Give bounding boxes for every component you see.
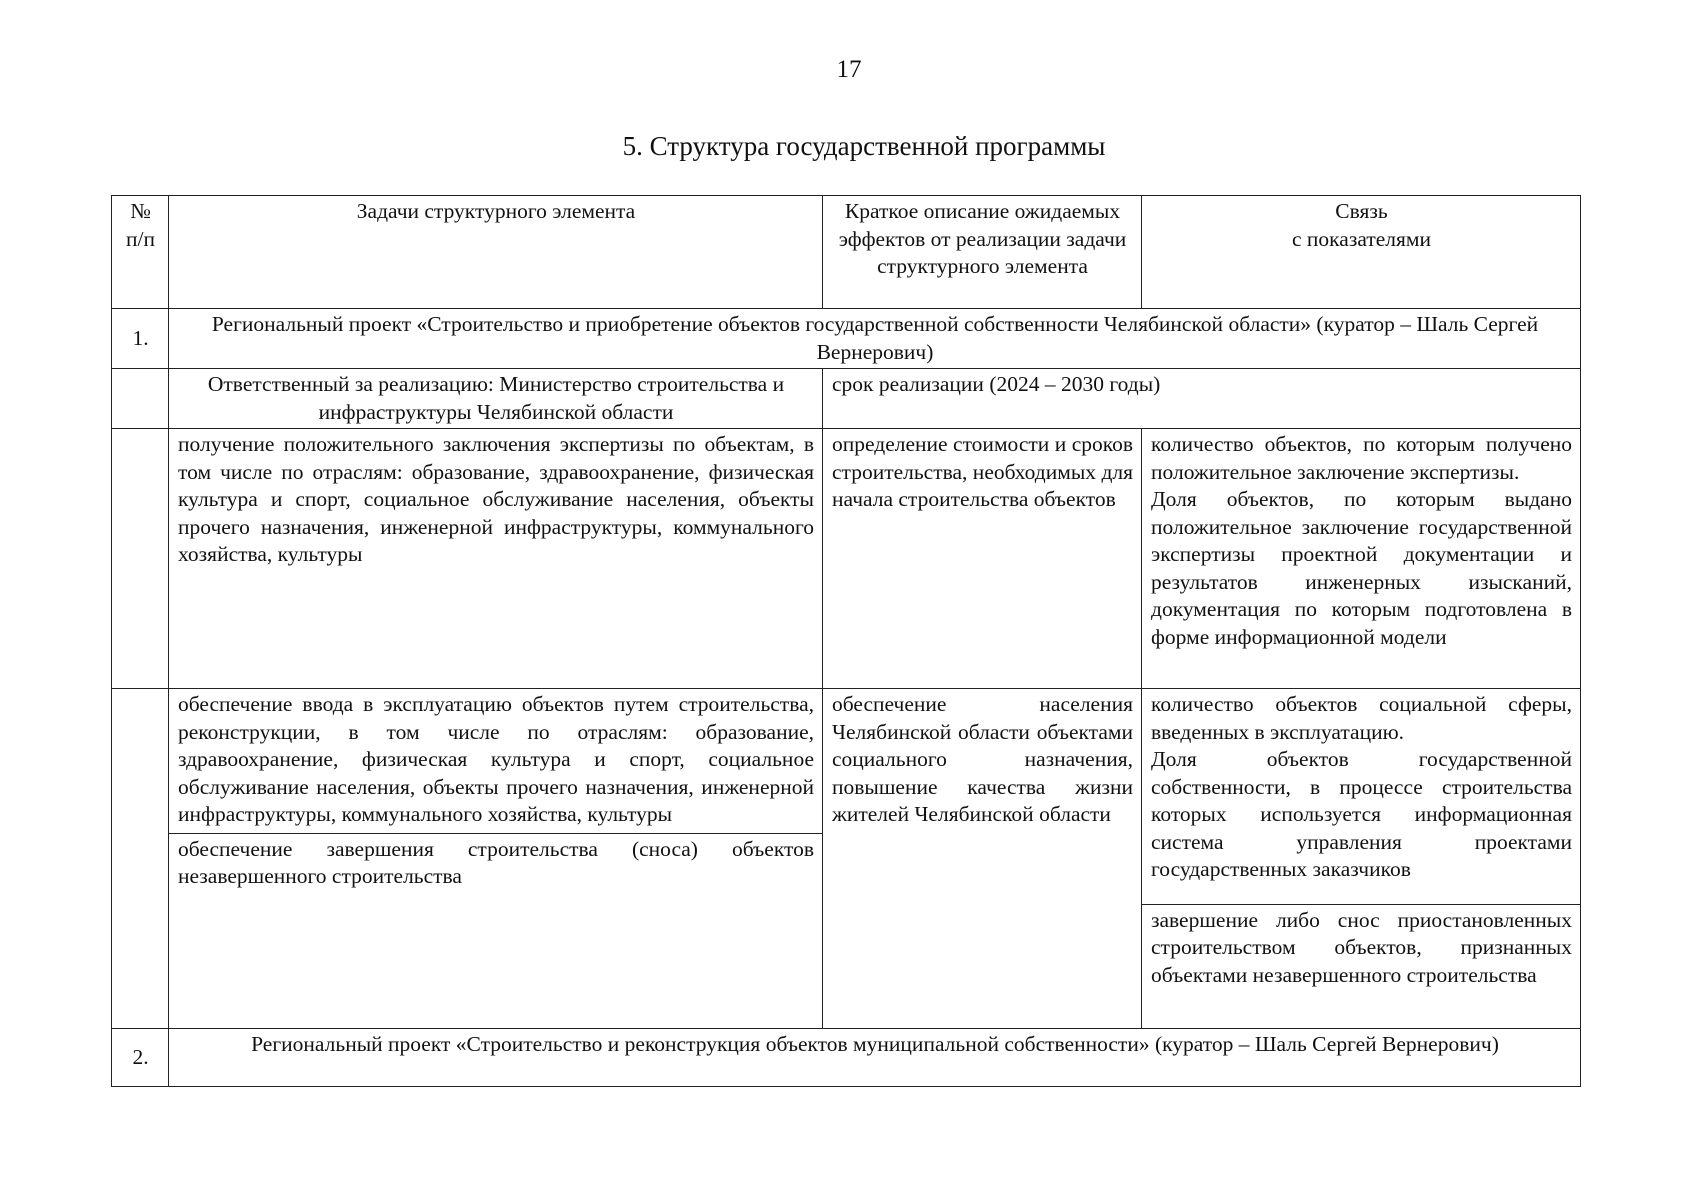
table-row — [112, 429, 1581, 689]
page-number: 17 — [836, 56, 862, 83]
responsible-cell: Ответственный за реализацию: Министерство строительства и инфраструктуры Челябинской области — [169, 369, 823, 429]
task-commissioning: обеспечение ввода в эксплуатацию объектов путем строительства, реконструкции, в том числе по отраслям: образование, здравоохранение, физическая культура и спорт, социальное обслуживание населения, объекты прочего назначения, инженерной инфраструктуры, коммунального хозяйства, культуры — [178, 692, 814, 826]
header-tasks: Задачи структурного элемента — [169, 196, 823, 309]
effect-commissioning: обеспечение населения Челябинской области объектами социального назначения, повышение качества жизни жителей Челябинской области — [823, 689, 1142, 1029]
project-1-num: 1. — [112, 309, 169, 369]
project-1-title: Региональный проект «Строительство и приобретение объектов государственной собственности Челябинской области» (куратор – Шаль Сергей Вернерович) — [169, 309, 1581, 369]
task-unfinished-construction: обеспечение завершения строительства (сноса) объектов незавершенного строительства — [169, 833, 822, 891]
empty-num-cell — [112, 369, 169, 429]
indicator-expertise-share: Доля объектов, по которым выдано положительное заключение государственной экспертизы проектной документации и результатов инженерных изысканий, документация по которым подготовлена в форме информационной модели — [1151, 487, 1572, 649]
project-1-responsible-row — [112, 369, 1581, 429]
header-num: № п/п — [112, 196, 169, 309]
indicators-commissioning — [1142, 689, 1581, 1029]
term-cell: срок реализации (2024 – 2030 годы) — [823, 369, 1581, 429]
tasks-commissioning — [169, 689, 823, 1029]
project-2-row — [112, 1029, 1581, 1087]
header-indicators: Связь с показателями — [1142, 196, 1581, 309]
empty-num-cell — [112, 429, 169, 689]
indicator-info-system-share: Доля объектов государственной собственности, в процессе строительства которых используется информационная система управления проектами государственных заказчиков — [1151, 747, 1572, 881]
project-1-row — [112, 309, 1581, 369]
indicator-expertise-count: количество объектов, по которым получено положительное заключение экспертизы. — [1151, 432, 1572, 484]
table-row — [112, 689, 1581, 1029]
task-expertise: получение положительного заключения экспертизы по объектам, в том числе по отраслям: образование, здравоохранение, физическая культура и спорт, социальное обслуживание населения, объекты прочего назначения, инженерной инфраструктуры, коммунального хозяйства, культуры — [169, 429, 823, 689]
header-effects: Краткое описание ожидаемых эффектов от реализации задачи структурного элемента — [823, 196, 1142, 309]
empty-num-cell — [112, 689, 169, 1029]
section-title: 5. Структура государственной программы — [622, 131, 1106, 161]
project-2-num: 2. — [112, 1029, 169, 1087]
indicators-expertise — [1142, 429, 1581, 689]
indicator-social-objects: количество объектов социальной сферы, введенных в эксплуатацию. — [1151, 692, 1572, 744]
table-header-row — [112, 196, 1581, 309]
program-structure-table — [111, 195, 1581, 1087]
effect-expertise: определение стоимости и сроков строительства, необходимых для начала строительства объектов — [823, 429, 1142, 689]
project-2-title: Региональный проект «Строительство и реконструкция объектов муниципальной собственности» (куратор – Шаль Сергей Вернерович) — [169, 1029, 1581, 1087]
indicator-demolition: завершение либо снос приостановленных строительством объектов, признанных объектами незавершенного строительства — [1142, 904, 1580, 990]
